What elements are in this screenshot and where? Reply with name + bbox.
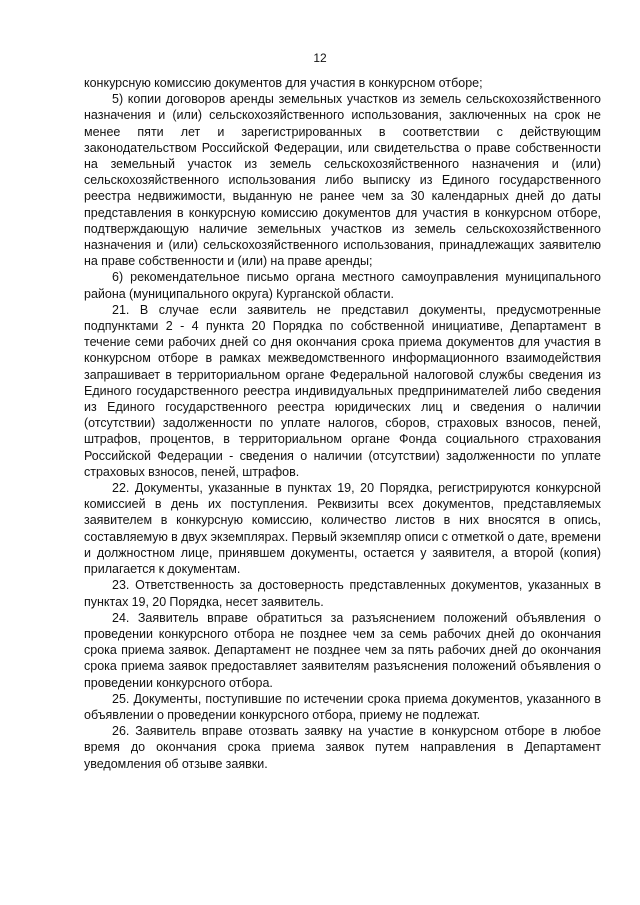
paragraph-clause-22: 22. Документы, указанные в пунктах 19, 20 Порядка, регистрируются конкурсной комиссией в день их поступления. Реквизиты всех документов, представляемых заявителем в конкурсную комиссию, количество листов в них вносятся в опись, составляемую в двух экземплярах. Первый экземпляр описи с отметкой о дате, времени и должностном лице, принявшем документы, остается у заявителя, а второй (копия) прилагается к документам. [84, 481, 601, 577]
paragraph-clause-23: 23. Ответственность за достоверность представленных документов, указанных в пунктах 19, 20 Порядка, несет заявитель. [84, 578, 601, 609]
paragraph-clause-21: 21. В случае если заявитель не представил документы, предусмотренные подпунктами 2 - 4 пункта 20 Порядка по собственной инициативе, Департамент в течение семи рабочих дней со дня окончания срока приема документов для участия в конкурсном отборе в рамках межведомственного информационного взаимодействия запрашивает в территориальном органе Федеральной налоговой службы сведения из Единого государственного реестра индивидуальных предпринимателей либо сведения из Единого государственного реестра юридических лиц и сведения о наличии (отсутствии) задолженности по уплате налогов, сборов, страховых взносов, пеней, штрафов, процентов, в территориальном органе Фонда социального страхования Российской Федерации - сведения о наличии (отсутствии) задолженности по уплате страховых взносов, пеней, штрафов. [84, 302, 601, 479]
paragraph-clause-24: 24. Заявитель вправе обратиться за разъяснением положений объявления о проведении конкурсного отбора не позднее чем за семь рабочих дней до окончания срока приема заявок. Департамент не позднее чем за пять рабочих дней до окончания срока приема заявок предоставляет заявителям разъяснения положений объявления о проведении конкурсного отбора. [84, 610, 601, 690]
paragraph-item-6: 6) рекомендательное письмо органа местного самоуправления муниципального района (муниципального округа) Курганской области. [84, 270, 601, 301]
document-body [84, 75, 601, 772]
paragraph-clause-25: 25. Документы, поступившие по истечении срока приема документов, указанного в объявлении о проведении конкурсного отбора, приему не подлежат. [84, 691, 601, 722]
paragraph-continuation: конкурсную комиссию документов для участия в конкурсном отборе; [84, 76, 483, 90]
paragraph-clause-26: 26. Заявитель вправе отозвать заявку на участие в конкурсном отборе в любое время до окончания срока приема заявок путем направления в Департамент уведомления об отзыве заявки. [84, 724, 601, 771]
paragraph-item-5: 5) копии договоров аренды земельных участков из земель сельскохозяйственного назначения и (или) сельскохозяйственного использования, заключенных на срок не менее пяти лет и зарегистрированных в соответствии с действующим законодательством Российской Федерации, или свидетельства о праве собственности на земельный участок из земель сельскохозяйственного назначения и (или) сельскохозяйственного использования либо выписку из Единого государственного реестра недвижимости, выданную не ранее чем за 30 календарных дней до даты представления в конкурсную комиссию документов для участия в конкурсном отборе, подтверждающую наличие земельных участков из земель сельскохозяйственного назначения и (или) сельскохозяйственного использования, принадлежащих заявителю на праве собственности и (или) на праве аренды; [84, 92, 601, 269]
page-number: 12 [313, 51, 327, 65]
